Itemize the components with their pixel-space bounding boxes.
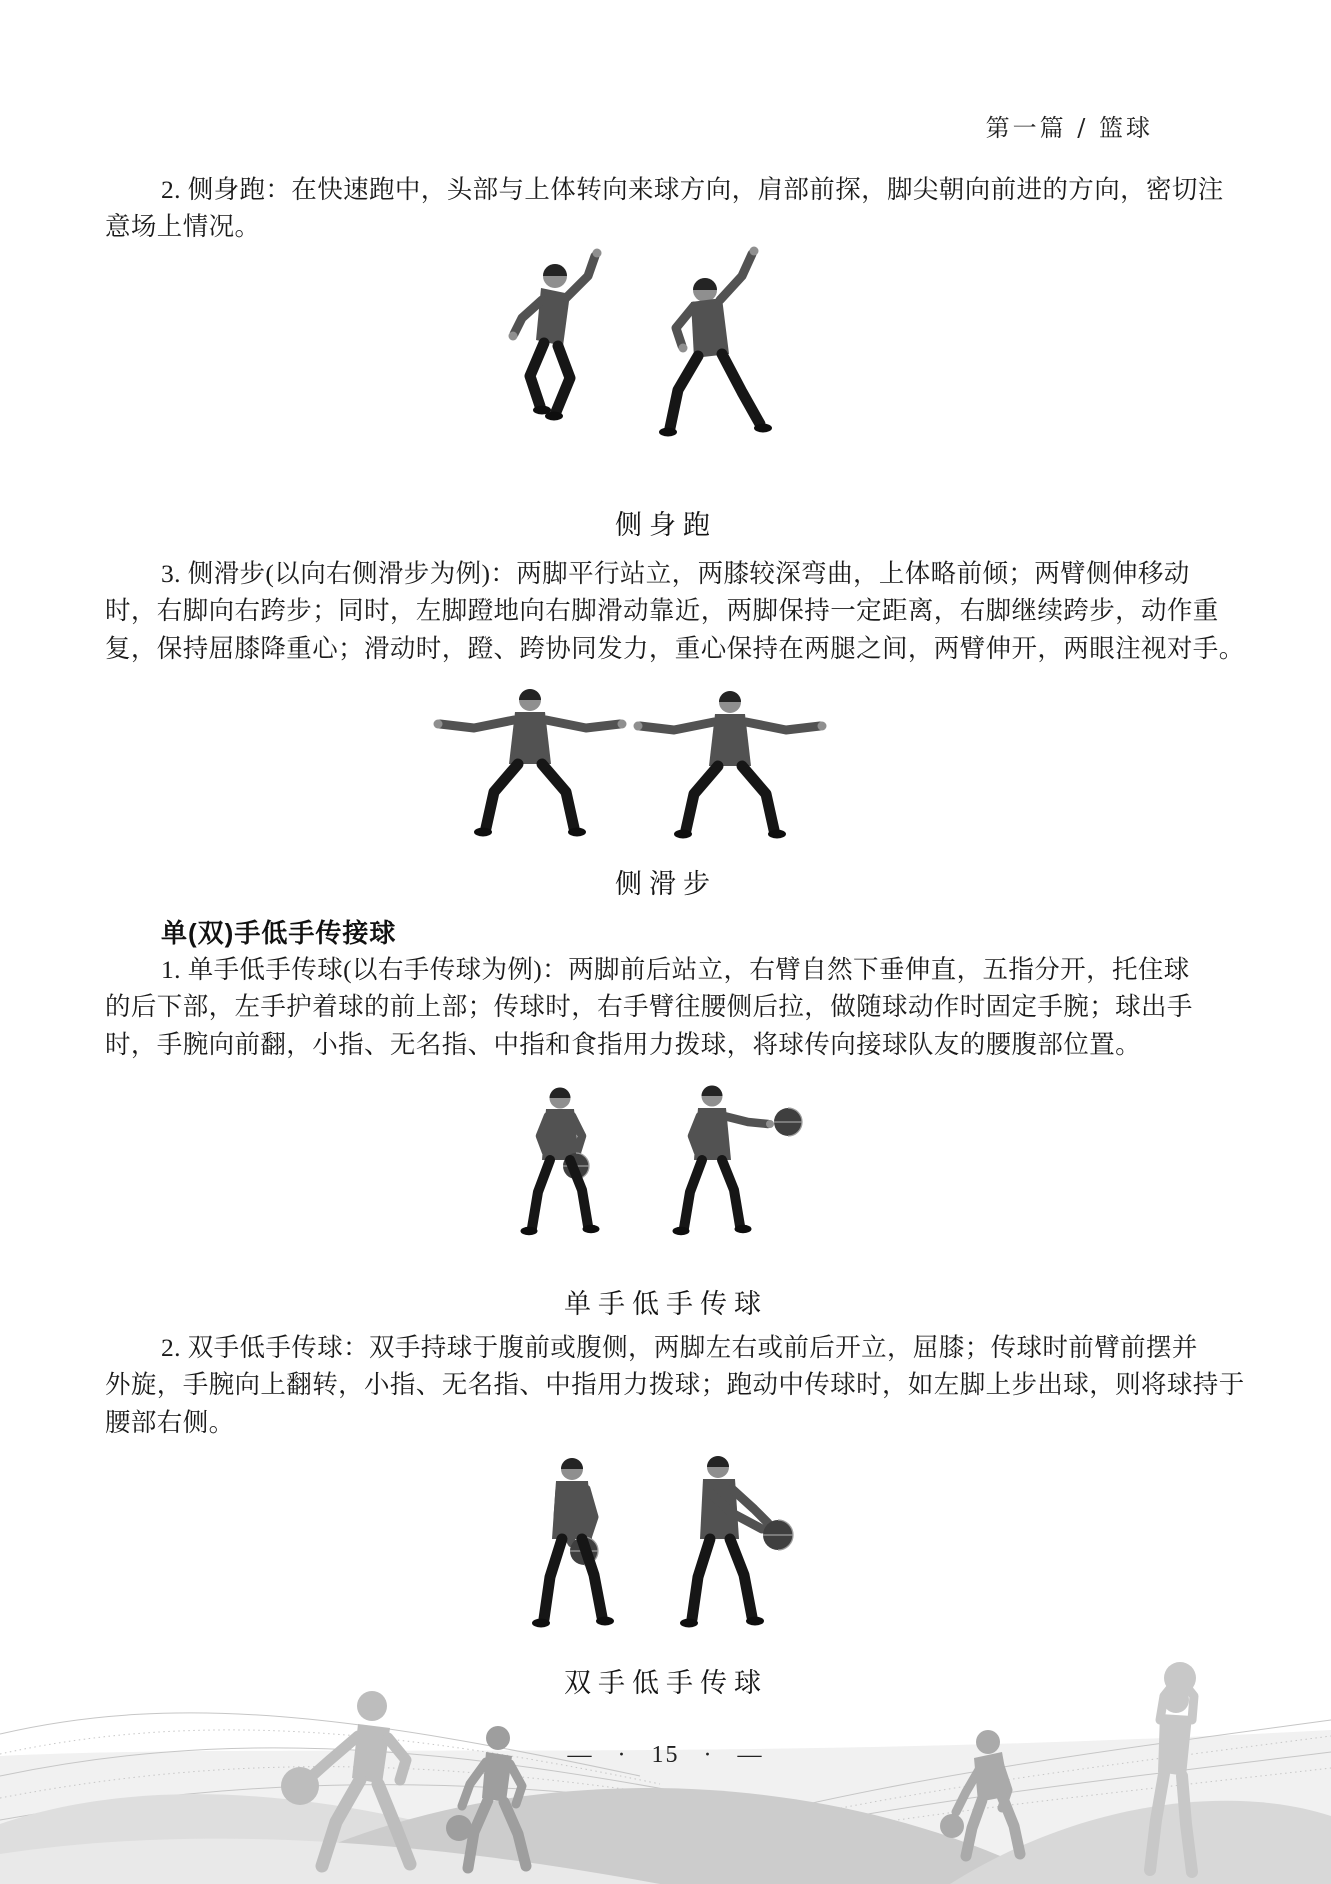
text-line: 1. 单手低手传球(以右手传球为例)：两脚前后站立，右臂自然下垂伸直，五指分开，托住球 xyxy=(161,955,1190,984)
section-subheading: 单(双)手低手传接球 xyxy=(161,918,397,948)
demonstrator-figure xyxy=(659,247,772,437)
footer-decoration xyxy=(0,1424,1331,1884)
demonstrator-figure xyxy=(634,691,827,839)
demonstrator-figure xyxy=(521,1088,600,1236)
basketball xyxy=(774,1108,802,1136)
figure-caption: 双手低手传球 xyxy=(564,1668,768,1699)
photo-one-hand-pass xyxy=(470,1078,820,1273)
page-number: — · 15 · — xyxy=(567,1742,764,1768)
text-line: 时，右脚向右跨步；同时，左脚蹬地向右脚滑动靠近，两脚保持一定距离，右脚继续跨步，动作重 xyxy=(105,596,1219,626)
text-line: 2. 双手低手传球：双手持球于腹前或腹侧，两脚左右或前后开立，屈膝；传球时前臂前摆并 xyxy=(161,1333,1198,1362)
paragraph-side-run xyxy=(105,171,1227,246)
paragraph-side-slide xyxy=(105,555,1245,667)
text-line: 腰部右侧。 xyxy=(105,1407,235,1437)
basketball xyxy=(940,1814,964,1838)
text-line: 意场上情况。 xyxy=(105,212,261,242)
demonstrator-figure xyxy=(509,249,602,421)
figure-caption: 侧滑步 xyxy=(615,869,717,900)
text-line: 外旋，手腕向上翻转，小指、无名指、中指用力拨球；跑动中传球时，如左脚上步出球，则将球持于 xyxy=(105,1370,1245,1400)
basketball xyxy=(281,1767,319,1805)
text-line: 时，手腕向前翻，小指、无名指、中指和食指用力拨球，将球传向接球队友的腰腹部位置。 xyxy=(105,1029,1142,1059)
running-head: 第一篇 / 篮球 xyxy=(985,114,1153,142)
demonstrator-figure xyxy=(434,689,627,837)
text-line: 2. 侧身跑：在快速跑中，头部与上体转向来球方向，肩部前探，脚尖朝向前进的方向，密切注 xyxy=(161,175,1224,204)
text-line: 复，保持屈膝降重心；滑动时，蹬、跨协同发力，重心保持在两腿之间，两臂伸开，两眼注视对手。 xyxy=(105,633,1245,663)
photo-side-slide xyxy=(430,678,830,856)
text-line: 的后下部，左手护着球的前上部；传球时，右手臂往腰侧后拉，做随球动作时固定手腕；球出手 xyxy=(105,992,1193,1022)
paragraph-one-hand-pass xyxy=(105,951,1227,1063)
text-line: 3. 侧滑步(以向右侧滑步为例)：两脚平行站立，两膝较深弯曲，上体略前倾；两臂侧伸移动 xyxy=(161,559,1190,588)
demonstrator-figure xyxy=(673,1086,803,1236)
figure-caption: 单手低手传球 xyxy=(564,1289,768,1320)
photo-side-run xyxy=(480,240,800,490)
figure-caption: 侧身跑 xyxy=(615,510,717,541)
